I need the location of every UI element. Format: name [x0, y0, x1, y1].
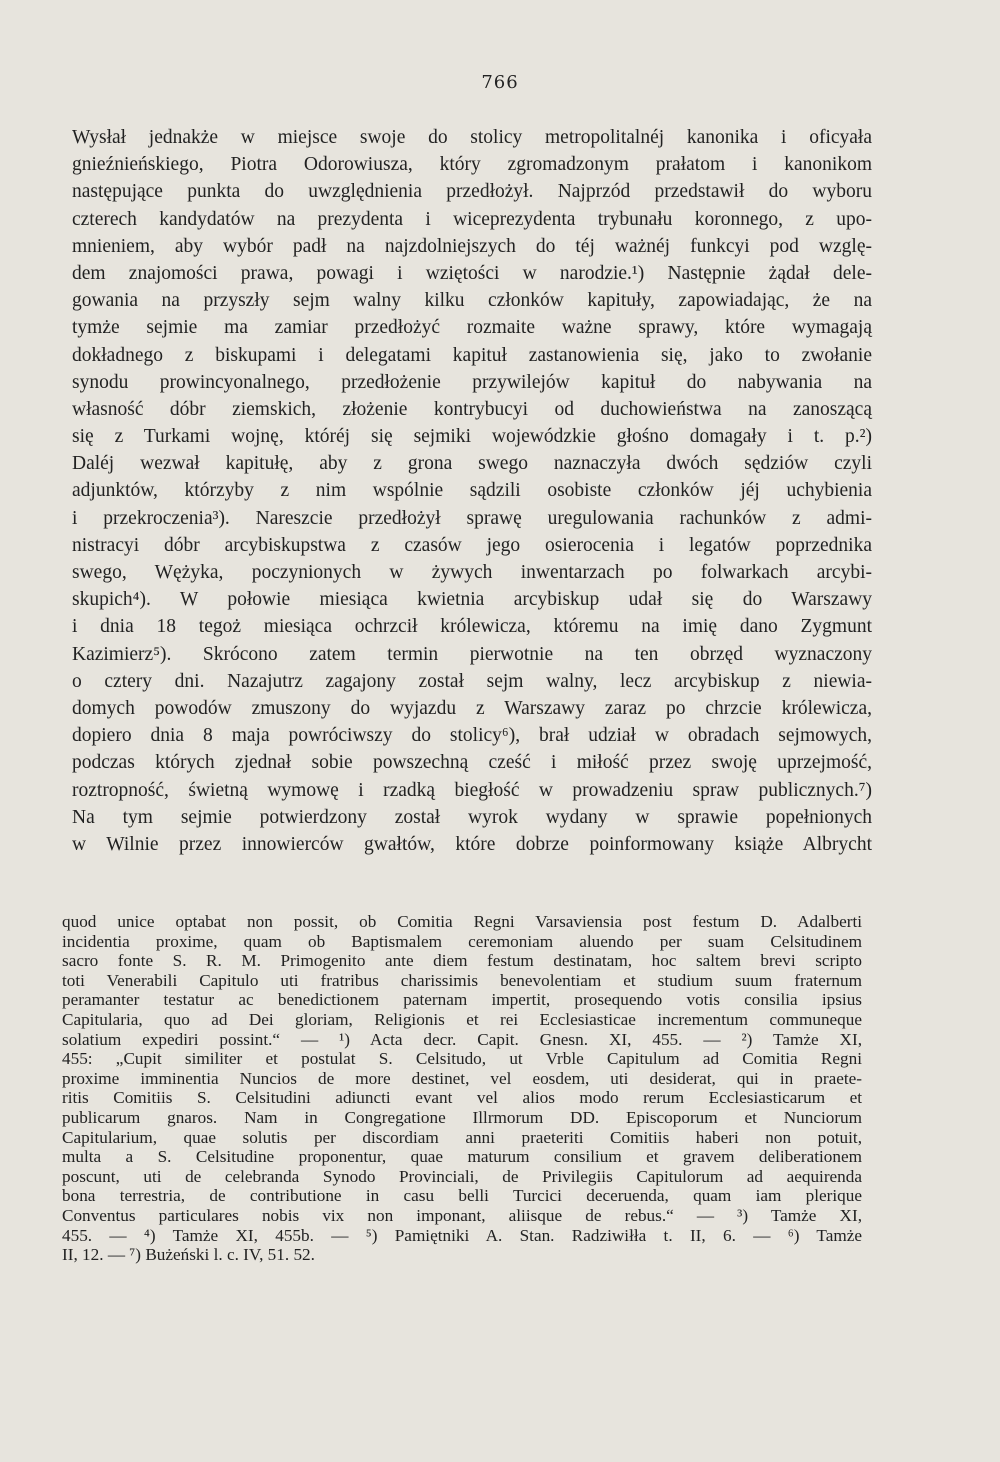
text-line: skupich⁴). W połowie miesiąca kwietnia arcybiskup udał się do Warszawy [72, 589, 872, 611]
text-line: czterech kandydatów na prezydenta i wiceprezydenta trybunału koronnego, z upo- [72, 208, 872, 230]
text-line: swego, Wężyka, poczynionych w żywych inwentarzach po folwarkach arcybi- [72, 562, 872, 583]
text-line: Na tym sejmie potwierdzony został wyrok wydany w sprawie popełnionych [72, 806, 872, 828]
text-line: Kazimierz⁵). Skrócono zatem termin pierwotnie na ten obrzęd wyznaczony [72, 643, 872, 665]
text-line: w Wilnie przez innowierców gwałtów, które dobrze poinformowany książe Albrycht [72, 833, 872, 855]
footnote-line: multa a S. Celsitudine proponentur, quae maturum consilium et gravem deliberationem [62, 1147, 862, 1167]
footnote-line: sacro fonte S. R. M. Primogenito ante diem festum destinatam, hoc saltem brevi scripto [62, 951, 862, 971]
footnote-line: peramanter testatur ac benedictionem paternam impertit, prosequendo votis consilia ipsius [62, 990, 862, 1010]
text-line: i dnia 18 tegoż miesiąca ochrzcił królewicza, któremu na imię dano Zygmunt [72, 616, 872, 638]
footnote-line: ritis Comitiis S. Celsitudini adiuncti evant vel alios modo rerum Ecclesiasticarum et [62, 1088, 862, 1108]
text-line: dopiero dnia 8 maja powróciwszy do stolicy⁶), brał udział w obradach sejmowych, [72, 725, 872, 747]
footnote-line: incidentia proxime, quam ob Baptismalem ceremoniam aluendo per suam Celsitudinem [62, 931, 862, 951]
footnote-line: II, 12. — ⁷) Bużeński l. c. IV, 51. 52. [62, 1245, 315, 1265]
text-line: tymże sejmie ma zamiar przedłożyć rozmaite ważne sprawy, które wymagają [72, 317, 872, 339]
text-line: nistracyi dóbr arcybiskupstwa z czasów jego osierocenia i legatów poprzednika [72, 534, 872, 556]
text-line: gnieźnieńskiego, Piotra Odorowiusza, który zgromadzonym prałatom i kanonikom [72, 154, 872, 176]
main-text [72, 124, 872, 858]
text-line: dem znajomości prawa, powagi i wziętości w narodzie.¹) Następnie żądał dele- [72, 262, 872, 284]
text-line: następujące punkta do uwzględnienia przedłożył. Najprzód przedstawił do wyboru [72, 181, 872, 203]
footnote-line: quod unice optabat non possit, ob Comitia Regni Varsaviensia post festum D. Adalberti [62, 912, 862, 931]
text-line: Wysłał jednakże w miejsce swoje do stolicy metropolitalnéj kanonika i oficyała [72, 127, 872, 148]
footnote-line: solatium expediri possint.“ — ¹) Acta decr. Capit. Gnesn. XI, 455. — ²) Tamże XI, [62, 1029, 862, 1049]
footnotes [62, 912, 862, 1265]
footnote-line: bona terrestria, de contributione in casu belli Turcici deceruenda, quam iam plerique [62, 1186, 862, 1206]
text-line: domych powodów zmuszony do wyjazdu z Warszawy zaraz po chrzcie królewicza, [72, 697, 872, 719]
text-line: roztropność, świetną wymowę i rzadką biegłość w prowadzeniu spraw publicznych.⁷) [72, 779, 872, 801]
text-line: synodu prowincyonalnego, przedłożenie przywilejów kapituł do nabywania na [72, 371, 872, 393]
footnote-line: poscunt, uti de celebranda Synodo Provinciali, de Privilegiis Capitulorum ad aequirenda [62, 1166, 862, 1186]
text-line: Daléj wezwał kapitułę, aby z grona swego naznaczyła dwóch sędziów czyli [72, 453, 872, 475]
text-line: adjunktów, którzyby z nim wspólnie sądzili osobiste członków jéj uchybienia [72, 480, 872, 502]
text-line: się z Turkami wojnę, któréj się sejmiki wojewódzkie głośno domagały i t. p.²) [72, 426, 872, 448]
footnote-line: Capitularia, quo ad Dei gloriam, Religionis et rei Ecclesiasticae incrementum communeque [62, 1009, 862, 1029]
text-line: podczas których zjednał sobie powszechną cześć i miłość przez swoję uprzejmość, [72, 752, 872, 774]
text-line: i przekroczenia³). Nareszcie przedłożył sprawę uregulowania rachunków z admi- [72, 507, 872, 529]
text-line: gowania na przyszły sejm walny kilku członków kapituły, zapowiadając, że na [72, 290, 872, 312]
footnote-line: proxime imminentia Nuncios de more destinet, vel eosdem, uti desiderat, qui in praete- [62, 1068, 862, 1088]
text-line: własność dóbr ziemskich, złożenie kontrybucyi od duchowieństwa na zanoszącą [72, 398, 872, 420]
footnote-line: Capitularium, quae solutis per discordiam anni praeteriti Comitiis haberi non potuit, [62, 1127, 862, 1147]
footnote-line: toti Venerabili Capitulo uti fratribus charissimis benevolentiam et studium suum fraternum [62, 970, 862, 990]
text-line: o cztery dni. Nazajutrz zagajony został sejm walny, lecz arcybiskup z niewia- [72, 670, 872, 692]
footnote-line: Conventus particulares nobis vix non imponant, aliisque de rebus.“ — ³) Tamże XI, [62, 1205, 862, 1225]
text-line: mnieniem, aby wybór padł na najzdolniejszych do téj ważnéj funkcyi pod wzglę- [72, 235, 872, 257]
footnote-line: 455. — ⁴) Tamże XI, 455b. — ⁵) Pamiętniki A. Stan. Radziwiłła t. II, 6. — ⁶) Tamże [62, 1225, 862, 1245]
page-number: 766 [481, 72, 519, 93]
text-line: dokładnego z biskupami i delegatami kapituł zastanowienia się, jako to zwołanie [72, 344, 872, 366]
footnote-line: 455: „Cupit similiter et postulat S. Celsitudo, ut Vrble Capitulum ad Comitia Regni [62, 1049, 862, 1069]
footnote-line: publicarum gnaros. Nam in Congregatione Illrmorum DD. Episcoporum et Nunciorum [62, 1107, 862, 1127]
